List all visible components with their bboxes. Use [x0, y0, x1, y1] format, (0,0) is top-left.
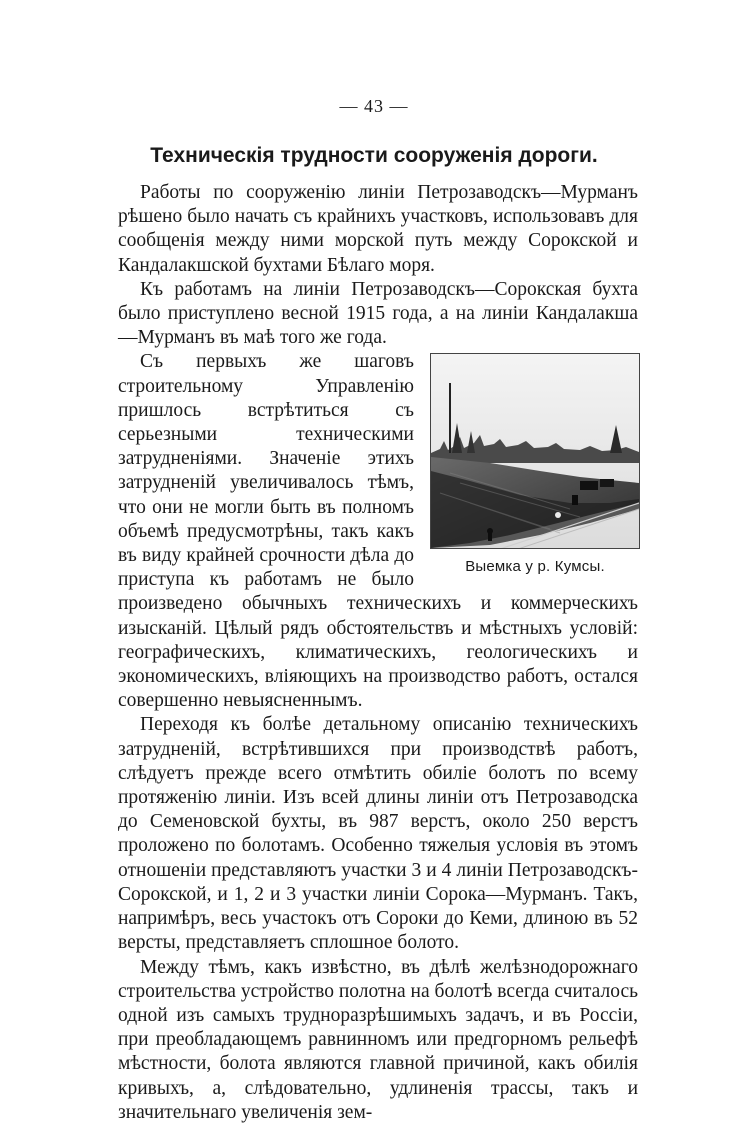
paragraph-4: Переходя къ болѣе детальному описанію техническихъ затрудненій, встрѣтившихся при производствѣ работъ, слѣдуетъ прежде всего отмѣтить обиліе болотъ по всему протяженію линіи. Изъ всей длины линіи отъ Петрозаводска до Семеновской бухты, въ 987 верстъ, около 250 верстъ проложено по болотамъ. Особенно тяжелыя условія въ этомъ отношеніи представляютъ участки 3 и 4 линіи Петрозаводскъ-Сорокской, и 1, 2 и 3 участки линіи Сорока—Мурманъ. Такъ, напримѣръ, весь участокъ отъ Сороки до Кеми, длиною въ 52 версты, представляетъ сплошное болото.: [118, 714, 638, 954]
paragraph-5: Между тѣмъ, какъ извѣстно, въ дѣлѣ желѣзнодорожнаго строительства устройство полотна на болотѣ всегда считалось одной изъ самыхъ трудноразрѣшимыхъ задачъ, и въ Россіи, при преобладающемъ равнинномъ или предгорномъ рельефѣ мѣстности, болота являются главной причиной, какъ обилія кривыхъ, а, слѣдовательно, удлиненія трассы, такъ и значительнаго увеличенія зем-: [118, 956, 638, 1123]
photo-excavation: [430, 353, 640, 549]
body-text: [118, 181, 638, 1125]
figure-caption: Выемка у р. Кумсы.: [465, 558, 605, 576]
paragraph-1: Работы по сооруженію линіи Петрозаводскъ—Мурманъ рѣшено было начать съ крайнихъ участковъ, использовавъ для сообщенія между ними морской путь между Сорокской и Кандалакшской бухтами Бѣлаго моря.: [118, 182, 638, 276]
page-number: — 43 —: [339, 96, 409, 116]
figure: [428, 353, 642, 579]
section-title: Техническія трудности сооруженія дороги.: [150, 144, 598, 167]
paragraph-2: Къ работамъ на линіи Петрозаводскъ—Сорокская бухта было приступлено весной 1915 года, а на линіи Кандалакша—Мурманъ въ маѣ того же года.: [118, 278, 638, 349]
paragraph-3: Съ первыхъ же шаговъ строительному Управленію пришлось встрѣтиться съ серьезными техническими затрудненіями. Значеніе этихъ затрудненій увеличивалось тѣмъ, что они не могли быть въ полномъ объемѣ предусмотрѣны, такъ какъ въ виду крайней срочности дѣла до приступа къ работамъ не было произведено обычныхъ техническихъ и коммерческихъ изысканій. Цѣлый рядъ обстоятельствъ и мѣстныхъ условій: географическихъ, климатическихъ, геологическихъ и экономическихъ, вліяющихъ на производство работъ, остался совершенно невыясненнымъ.: [118, 351, 638, 712]
